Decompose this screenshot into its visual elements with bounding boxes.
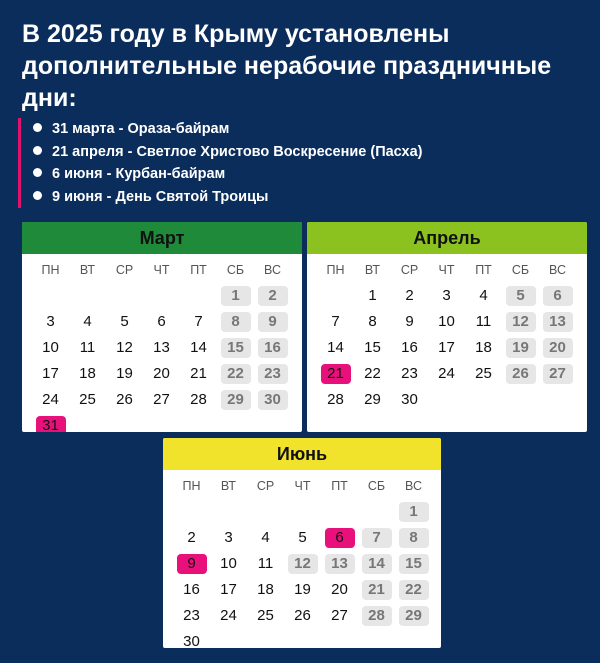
day-number: 4 [479,287,488,304]
day-number: 28 [190,391,207,408]
calendar-day [354,361,391,387]
calendar-day [143,309,180,335]
weekday-label: СБ [367,479,386,493]
day-number: 13 [543,312,573,332]
day-number: 8 [221,312,251,332]
calendar-day [210,525,247,551]
day-number: 8 [399,528,429,548]
calendar-day [180,361,217,387]
calendar-day [106,387,143,413]
calendar-day [395,577,432,603]
calendar-day [317,335,354,361]
calendar-day [354,387,391,413]
day-number: 22 [399,580,429,600]
day-number: 20 [153,365,170,382]
bullet-icon [33,191,42,200]
calendar-day [465,361,502,387]
day-number: 3 [442,287,451,304]
weekday-label: ПН [182,479,201,493]
weekday-label: СБ [511,263,530,277]
calendar-day [217,283,254,309]
calendar-day [354,283,391,309]
calendar-day [395,525,432,551]
holiday-item: 6 июня - Курбан-байрам [33,163,423,186]
calendar-day [217,361,254,387]
weekday-label: ВС [264,263,281,277]
weekday-label: ЧТ [294,479,311,493]
calendar-day [247,577,284,603]
holiday-item: 21 апреля - Светлое Христово Воскресение (Пасха) [33,141,423,164]
day-number: 23 [183,607,200,624]
calendar-day [321,603,358,629]
day-number: 22 [364,365,381,382]
day-number: 26 [506,364,536,384]
calendar-day [465,309,502,335]
calendar-day [247,551,284,577]
calendar-day [254,361,291,387]
day-number: 30 [401,391,418,408]
calendar-day [465,335,502,361]
weekday-label: ВС [405,479,422,493]
calendar-day [69,335,106,361]
calendar-day [143,387,180,413]
calendar-day [428,309,465,335]
day-number: 6 [543,286,573,306]
calendar-day [284,525,321,551]
bullet-icon [33,168,42,177]
empty-cell [321,499,358,525]
calendar-day [391,387,428,413]
calendar-month-title: Апрель [307,222,587,254]
calendar-day [539,361,576,387]
empty-cell [180,413,217,432]
day-number: 2 [187,529,196,546]
day-number: 4 [83,313,92,330]
day-number: 16 [401,339,418,356]
day-number: 28 [362,606,392,626]
calendar-march [22,222,302,432]
calendar-day [317,309,354,335]
calendar-day [173,603,210,629]
day-number: 15 [221,338,251,358]
day-number: 25 [475,365,492,382]
day-number: 6 [325,528,355,548]
empty-cell [217,413,254,432]
day-number: 3 [224,529,233,546]
day-number: 28 [327,391,344,408]
calendar-day [502,283,539,309]
weekday-label: ПТ [190,263,207,277]
day-number: 2 [405,287,414,304]
calendar-day [321,525,358,551]
calendar-day [354,309,391,335]
day-number: 29 [364,391,381,408]
calendar-day [32,335,69,361]
day-number: 22 [221,364,251,384]
day-number: 6 [157,313,166,330]
calendar-day [69,361,106,387]
day-number: 27 [331,607,348,624]
calendar-day [358,603,395,629]
weekday-label: СР [115,263,134,277]
day-number: 25 [79,391,96,408]
calendar-day [391,361,428,387]
empty-cell [502,387,539,413]
day-number: 29 [399,606,429,626]
day-number: 11 [79,339,96,356]
day-number: 15 [399,554,429,574]
calendar-day [354,335,391,361]
day-number: 31 [36,416,66,432]
empty-cell [321,629,358,648]
day-number: 26 [116,391,133,408]
day-number: 1 [221,286,251,306]
calendar-day [143,361,180,387]
empty-cell [358,629,395,648]
calendar-day [321,551,358,577]
day-number: 12 [288,554,318,574]
day-number: 30 [258,390,288,410]
weekday-label: ПН [41,263,60,277]
calendar-grid [22,254,302,432]
calendar-day [502,361,539,387]
calendar-day [358,577,395,603]
weekday-label: ЧТ [438,263,455,277]
calendar-day [180,309,217,335]
calendar-month-title: Март [22,222,302,254]
calendar-day [143,335,180,361]
day-number: 25 [257,607,274,624]
day-number: 7 [194,313,203,330]
calendar-day [180,387,217,413]
calendar-day [284,577,321,603]
day-number: 18 [79,365,96,382]
empty-cell [180,283,217,309]
day-number: 12 [116,339,133,356]
holiday-item: 9 июня - День Святой Троицы [33,186,423,209]
calendar-day [317,361,354,387]
empty-cell [69,283,106,309]
bullet-icon [33,146,42,155]
day-number: 10 [438,313,455,330]
day-number: 20 [331,581,348,598]
weekday-label: СР [256,479,275,493]
day-number: 5 [506,286,536,306]
calendar-june [163,438,441,648]
weekday-label: ПТ [475,263,492,277]
calendar-day [173,551,210,577]
calendar-grid [163,470,441,648]
calendar-day [32,309,69,335]
day-number: 8 [368,313,377,330]
calendar-day [106,335,143,361]
calendar-day [539,309,576,335]
day-number: 11 [257,555,274,572]
calendar-day [465,283,502,309]
day-number: 23 [401,365,418,382]
day-number: 18 [475,339,492,356]
weekday-label: ВТ [79,263,96,277]
calendar-day [358,525,395,551]
day-number: 7 [331,313,340,330]
weekday-label: ПН [326,263,345,277]
day-number: 17 [438,339,455,356]
empty-cell [143,283,180,309]
day-number: 18 [257,581,274,598]
calendar-day [106,361,143,387]
day-number: 14 [362,554,392,574]
calendar-day [539,335,576,361]
calendar-day [69,387,106,413]
calendar-day [391,309,428,335]
calendar-day [428,335,465,361]
empty-cell [173,499,210,525]
weekday-label: ВТ [364,263,381,277]
calendar-day [173,525,210,551]
calendar-day [173,629,210,648]
empty-cell [69,413,106,432]
page-title: В 2025 году в Крыму установлены дополнительные нерабочие праздничные дни: [22,20,552,112]
day-number: 19 [116,365,133,382]
calendar-day [254,283,291,309]
holiday-list [18,118,423,208]
calendar-day [428,283,465,309]
day-number: 19 [506,338,536,358]
weekday-label: ВТ [220,479,237,493]
day-number: 30 [183,633,200,648]
day-number: 21 [321,364,351,384]
empty-cell [284,629,321,648]
empty-cell [465,387,502,413]
day-number: 13 [153,339,170,356]
day-number: 24 [438,365,455,382]
day-number: 21 [362,580,392,600]
empty-cell [106,283,143,309]
calendar-day [395,603,432,629]
day-number: 1 [399,502,429,522]
day-number: 10 [42,339,59,356]
calendar-day [395,499,432,525]
calendar-day [106,309,143,335]
day-number: 14 [190,339,207,356]
day-number: 21 [190,365,207,382]
day-number: 11 [475,313,492,330]
calendar-grid [307,254,587,413]
day-number: 24 [42,391,59,408]
weekday-label: СБ [226,263,245,277]
calendar-day [210,603,247,629]
empty-cell [284,499,321,525]
calendar-day [32,361,69,387]
calendar-day [32,387,69,413]
weekday-label: ВС [549,263,566,277]
calendar-day [502,309,539,335]
day-number: 16 [183,581,200,598]
calendar-day [247,603,284,629]
calendar-day [358,551,395,577]
day-number: 5 [298,529,307,546]
calendar-day [247,525,284,551]
day-number: 3 [46,313,55,330]
calendar-day [284,551,321,577]
calendar-day [32,413,69,432]
empty-cell [247,629,284,648]
bullet-icon [33,123,42,132]
calendar-day [391,283,428,309]
calendar-day [502,335,539,361]
calendar-month-title: Июнь [163,438,441,470]
calendar-day [395,551,432,577]
calendar-day [210,577,247,603]
empty-cell [143,413,180,432]
day-number: 23 [258,364,288,384]
empty-cell [32,283,69,309]
empty-cell [210,499,247,525]
calendar-april [307,222,587,432]
empty-cell [247,499,284,525]
day-number: 10 [220,555,237,572]
day-number: 20 [543,338,573,358]
calendar-day [254,387,291,413]
day-number: 29 [221,390,251,410]
weekday-label: ПТ [331,479,348,493]
calendar-day [217,309,254,335]
day-number: 9 [405,313,414,330]
day-number: 26 [294,607,311,624]
day-number: 13 [325,554,355,574]
day-number: 5 [120,313,129,330]
empty-cell [254,413,291,432]
empty-cell [358,499,395,525]
empty-cell [395,629,432,648]
calendar-day [539,283,576,309]
calendar-day [254,309,291,335]
day-number: 4 [261,529,270,546]
day-number: 1 [368,287,377,304]
weekday-label: СР [400,263,419,277]
weekday-label: ЧТ [153,263,170,277]
day-number: 17 [220,581,237,598]
calendar-day [391,335,428,361]
calendar-day [210,551,247,577]
day-number: 9 [258,312,288,332]
empty-cell [428,387,465,413]
calendar-day [69,309,106,335]
empty-cell [539,387,576,413]
calendar-day [428,361,465,387]
day-number: 15 [364,339,381,356]
day-number: 19 [294,581,311,598]
day-number: 24 [220,607,237,624]
calendar-day [254,335,291,361]
holiday-item: 31 марта - Ораза-байрам [33,118,423,141]
day-number: 14 [327,339,344,356]
day-number: 27 [153,391,170,408]
day-number: 2 [258,286,288,306]
day-number: 7 [362,528,392,548]
calendar-day [284,603,321,629]
calendar-day [317,387,354,413]
empty-cell [317,283,354,309]
calendar-day [217,335,254,361]
day-number: 12 [506,312,536,332]
empty-cell [210,629,247,648]
day-number: 27 [543,364,573,384]
calendar-day [180,335,217,361]
day-number: 16 [258,338,288,358]
day-number: 9 [177,554,207,574]
calendar-day [217,387,254,413]
calendar-day [321,577,358,603]
calendar-day [173,577,210,603]
day-number: 17 [42,365,59,382]
empty-cell [106,413,143,432]
